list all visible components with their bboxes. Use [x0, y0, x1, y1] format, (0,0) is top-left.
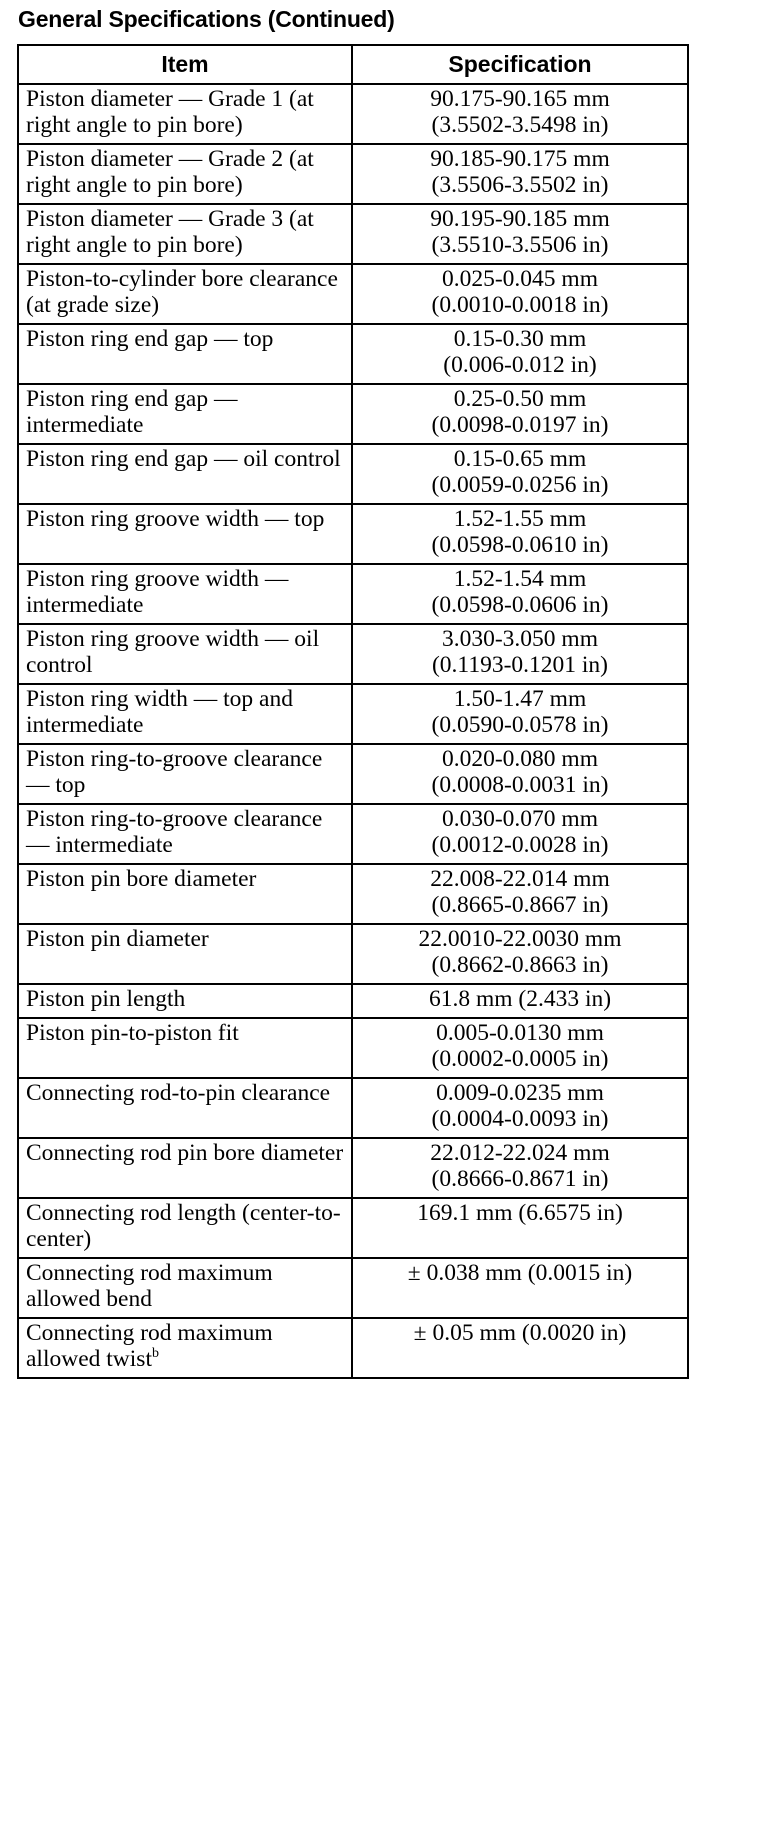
spec-metric: 0.15-0.65 mm — [453, 446, 587, 472]
item-text: Piston pin bore diameter — [26, 866, 257, 892]
item-cell — [18, 84, 352, 144]
item-cell — [18, 1198, 352, 1258]
spec-metric: 1.52-1.55 mm — [453, 506, 587, 532]
page-title: General Specifications (Continued) — [18, 6, 395, 32]
item-text: Piston-to-cylinder bore clearance (at grade size) — [26, 266, 338, 318]
item-cell — [18, 924, 352, 984]
table-row — [18, 264, 688, 324]
item-text: Connecting rod maximum allowed bend — [26, 1260, 273, 1312]
spec-imperial: (3.5510-3.5506 in) — [431, 232, 609, 258]
spec-imperial: (3.5502-3.5498 in) — [431, 112, 609, 138]
item-text: Piston ring groove width — oil control — [26, 626, 320, 678]
item-text: Piston pin-to-piston fit — [26, 1020, 239, 1046]
specification-cell — [352, 324, 688, 384]
spec-metric: ± 0.05 mm (0.0020 in) — [413, 1320, 627, 1346]
item-cell — [18, 1018, 352, 1078]
specification-cell — [352, 924, 688, 984]
item-cell — [18, 324, 352, 384]
item-text: Piston ring end gap — intermediate — [26, 386, 238, 438]
spec-metric: 0.15-0.30 mm — [453, 326, 587, 352]
spec-metric: 22.008-22.014 mm — [430, 866, 610, 892]
spec-imperial: (0.0098-0.0197 in) — [431, 412, 609, 438]
specification-cell — [352, 1258, 688, 1318]
item-cell — [18, 264, 352, 324]
spec-imperial: (0.0059-0.0256 in) — [431, 472, 609, 498]
table-row — [18, 864, 688, 924]
spec-metric: 90.175-90.165 mm — [430, 86, 610, 112]
item-text: Connecting rod pin bore diameter — [26, 1140, 344, 1166]
table-row — [18, 1198, 688, 1258]
table-row — [18, 1078, 688, 1138]
spec-metric: 0.25-0.50 mm — [453, 386, 587, 412]
item-cell — [18, 624, 352, 684]
specification-cell — [352, 444, 688, 504]
table-row — [18, 1138, 688, 1198]
item-cell — [18, 684, 352, 744]
spec-metric: 90.185-90.175 mm — [430, 146, 610, 172]
table-row — [18, 504, 688, 564]
table-header-row — [18, 45, 688, 84]
spec-imperial: (3.5506-3.5502 in) — [431, 172, 609, 198]
item-cell — [18, 744, 352, 804]
item-text: Piston ring end gap — top — [26, 326, 274, 352]
spec-imperial: (0.0002-0.0005 in) — [431, 1046, 609, 1072]
footnote-marker: b — [151, 1346, 159, 1361]
spec-metric: 90.195-90.185 mm — [430, 206, 610, 232]
item-text: Connecting rod-to-pin clearance — [26, 1080, 331, 1106]
spec-metric: 0.025-0.045 mm — [441, 266, 598, 292]
item-text: Piston ring groove width — top — [26, 506, 325, 532]
table-row — [18, 624, 688, 684]
table-row — [18, 1318, 688, 1378]
table-row — [18, 744, 688, 804]
spec-metric: 22.0010-22.0030 mm — [418, 926, 622, 952]
item-cell — [18, 864, 352, 924]
specification-cell — [352, 864, 688, 924]
specification-cell — [352, 684, 688, 744]
specification-cell — [352, 1018, 688, 1078]
table-row — [18, 324, 688, 384]
spec-metric: 0.005-0.0130 mm — [436, 1020, 604, 1046]
table-row — [18, 444, 688, 504]
specification-cell — [352, 204, 688, 264]
item-text: Piston pin length — [26, 986, 186, 1012]
item-text: Piston diameter — Grade 2 (at right angle to pin bore) — [26, 146, 314, 198]
specification-cell — [352, 624, 688, 684]
item-cell — [18, 384, 352, 444]
spec-metric: 169.1 mm (6.6575 in) — [417, 1200, 623, 1226]
item-cell — [18, 1138, 352, 1198]
item-cell — [18, 1078, 352, 1138]
specification-cell — [352, 744, 688, 804]
specification-cell — [352, 144, 688, 204]
spec-metric: 1.50-1.47 mm — [453, 686, 587, 712]
item-text: Connecting rod maximum allowed twist — [26, 1320, 273, 1372]
item-text: Piston ring-to-groove clearance — top — [26, 746, 323, 798]
table-row — [18, 384, 688, 444]
item-text: Piston ring-to-groove clearance — intermediate — [26, 806, 323, 858]
specification-cell — [352, 1078, 688, 1138]
specifications-table — [17, 44, 689, 1379]
spec-imperial: (0.1193-0.1201 in) — [431, 652, 608, 678]
spec-metric: 3.030-3.050 mm — [441, 626, 598, 652]
spec-imperial: (0.8662-0.8663 in) — [431, 952, 609, 978]
spec-metric: 1.52-1.54 mm — [453, 566, 587, 592]
specification-cell — [352, 564, 688, 624]
spec-imperial: (0.0012-0.0028 in) — [431, 832, 609, 858]
table-row — [18, 144, 688, 204]
item-text: Piston ring end gap — oil control — [26, 446, 341, 472]
spec-imperial: (0.0008-0.0031 in) — [431, 772, 609, 798]
column-header-item: Item — [18, 45, 352, 84]
table-row — [18, 204, 688, 264]
spec-imperial: (0.8666-0.8671 in) — [431, 1166, 609, 1192]
table-row — [18, 984, 688, 1018]
item-cell — [18, 444, 352, 504]
specification-cell — [352, 984, 688, 1018]
column-header-specification: Specification — [352, 45, 688, 84]
table-body — [18, 84, 688, 1378]
spec-imperial: (0.006-0.012 in) — [443, 352, 597, 378]
specification-cell — [352, 804, 688, 864]
item-cell — [18, 804, 352, 864]
specification-cell — [352, 384, 688, 444]
item-cell — [18, 204, 352, 264]
item-text: Piston ring groove width — intermediate — [26, 566, 289, 618]
spec-imperial: (0.0598-0.0606 in) — [431, 592, 609, 618]
table-row — [18, 564, 688, 624]
specification-cell — [352, 1198, 688, 1258]
specification-cell — [352, 504, 688, 564]
specification-cell — [352, 264, 688, 324]
item-cell — [18, 984, 352, 1018]
item-cell — [18, 1258, 352, 1318]
table-row — [18, 804, 688, 864]
spec-imperial: (0.0010-0.0018 in) — [431, 292, 609, 318]
item-text: Piston ring width — top and intermediate — [26, 686, 293, 738]
specification-cell — [352, 84, 688, 144]
spec-metric: 61.8 mm (2.433 in) — [428, 986, 612, 1012]
item-cell — [18, 504, 352, 564]
item-text: Piston pin diameter — [26, 926, 209, 952]
spec-imperial: (0.0004-0.0093 in) — [431, 1106, 609, 1132]
spec-imperial: (0.8665-0.8667 in) — [431, 892, 609, 918]
spec-metric: 0.030-0.070 mm — [441, 806, 598, 832]
spec-imperial: (0.0598-0.0610 in) — [431, 532, 609, 558]
item-cell — [18, 1318, 352, 1378]
spec-metric: 22.012-22.024 mm — [430, 1140, 610, 1166]
specification-cell — [352, 1138, 688, 1198]
table-row — [18, 684, 688, 744]
table-row — [18, 84, 688, 144]
item-text: Connecting rod length (center-to-center) — [26, 1200, 341, 1252]
spec-metric: ± 0.038 mm (0.0015 in) — [407, 1260, 633, 1286]
table-row — [18, 1018, 688, 1078]
spec-metric: 0.009-0.0235 mm — [436, 1080, 604, 1106]
item-cell — [18, 144, 352, 204]
item-cell — [18, 564, 352, 624]
spec-metric: 0.020-0.080 mm — [441, 746, 598, 772]
spec-imperial: (0.0590-0.0578 in) — [431, 712, 609, 738]
table-row — [18, 924, 688, 984]
item-text: Piston diameter — Grade 3 (at right angle to pin bore) — [26, 206, 314, 258]
specification-cell — [352, 1318, 688, 1378]
table-row — [18, 1258, 688, 1318]
item-text: Piston diameter — Grade 1 (at right angle to pin bore) — [26, 86, 314, 138]
